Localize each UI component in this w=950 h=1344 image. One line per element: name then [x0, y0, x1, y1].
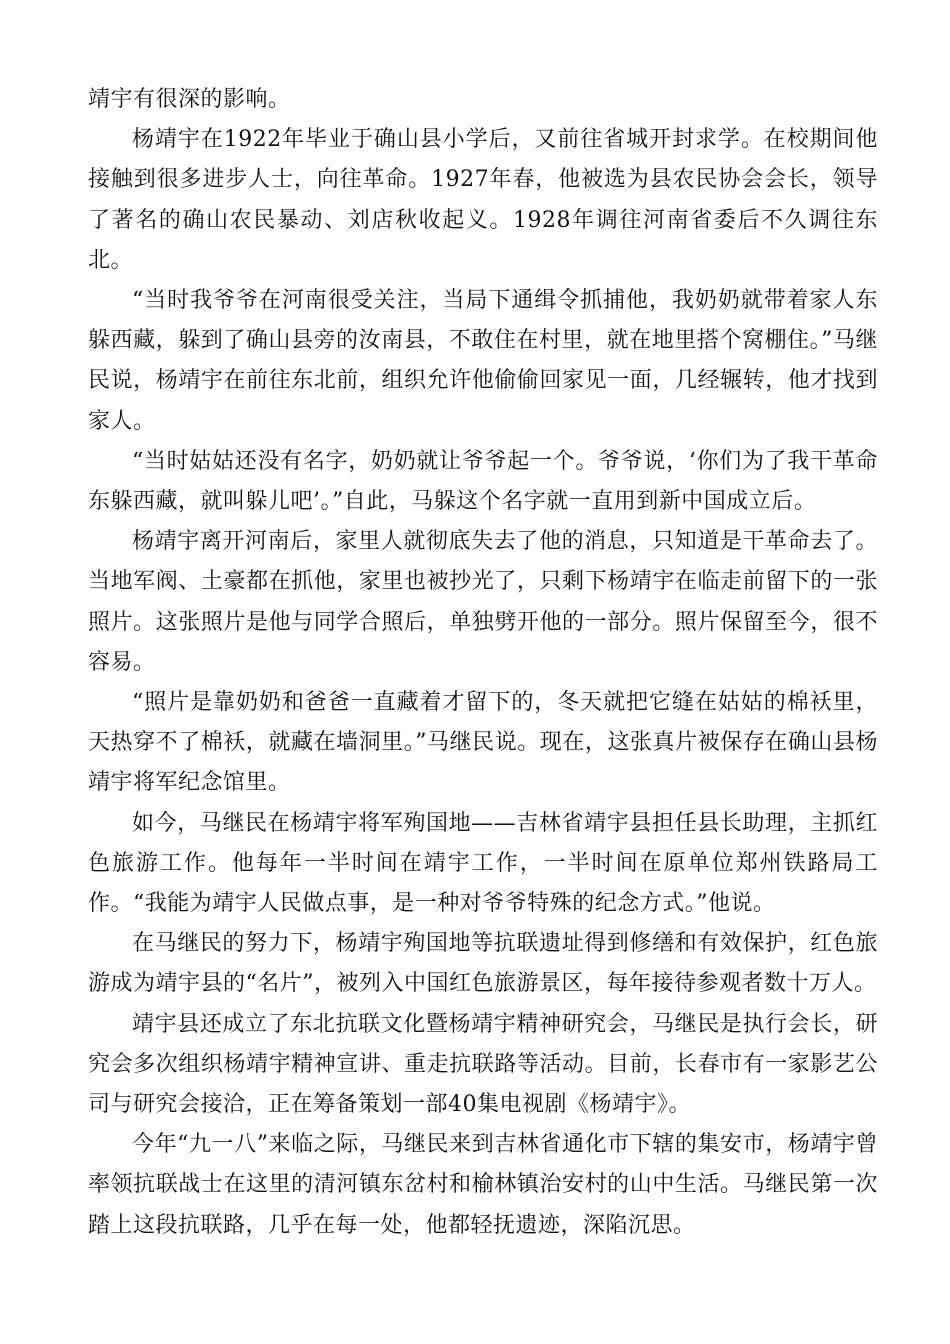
- paragraph: “当时我爷爷在河南很受关注，当局下通缉令抓捕他，我奶奶就带着家人东躲西藏，躲到了确山县旁的汝南县，不敢住在村里，就在地里搭个窝棚住。”马继民说，杨靖宇在前往东北前，组织允许他偷偷回家见一面，几经辗转，他才找到家人。: [88, 288, 878, 434]
- paragraph: “当时姑姑还没有名字，奶奶就让爷爷起一个。爷爷说，‘你们为了我干革命东躲西藏，就叫躲儿吧’。”自此，马躲这个名字就一直用到新中国成立后。: [88, 448, 878, 515]
- paragraph-continuation: 靖宇有很深的影响。: [88, 87, 291, 112]
- article-body: [88, 80, 878, 1246]
- paragraph: 如今，马继民在杨靖宇将军殉国地——吉林省靖宇县担任县长助理，主抓红色旅游工作。他每年一半时间在靖宇工作，一半时间在原单位郑州铁路局工作。“我能为靖宇人民做点事，是一种对爷爷特殊的纪念方式。”他说。: [88, 810, 878, 917]
- paragraph: 在马继民的努力下，杨靖宇殉国地等抗联遗址得到修缮和有效保护，红色旅游成为靖宇县的“名片”，被列入中国红色旅游景区，每年接待参观者数十万人。: [88, 931, 878, 997]
- paragraph: 靖宇县还成立了东北抗联文化暨杨靖宇精神研究会，马继民是执行会长，研究会多次组织杨靖宇精神宣讲、重走抗联路等活动。目前，长春市有一家影艺公司与研究会接洽，正在筹备策划一部40集电视剧《杨靖宇》。: [88, 1011, 878, 1118]
- paragraph: “照片是靠奶奶和爸爸一直藏着才留下的，冬天就把它缝在姑姑的棉袄里，天热穿不了棉袄，就藏在墙洞里。”马继民说。现在，这张真片被保存在确山县杨靖宇将军纪念馆里。: [88, 690, 878, 796]
- paragraph: 今年“九一八”来临之际，马继民来到吉林省通化市下辖的集安市，杨靖宇曾率领抗联战士在这里的清河镇东岔村和榆林镇治安村的山中生活。马继民第一次踏上这段抗联路，几乎在每一处，他都轻抚遗迹，深陷沉思。: [88, 1132, 878, 1238]
- paragraph: 杨靖宇在1922年毕业于确山县小学后，又前往省城开封求学。在校期间他接触到很多进步人士，向往革命。1927年春，他被选为县农民协会会长，领导了著名的确山农民暴动、刘店秋收起义。1928年调往河南省委后不久调往东北。: [88, 127, 878, 273]
- paragraph: 杨靖宇离开河南后，家里人就彻底失去了他的消息，只知道是干革命去了。当地军阀、土豪都在抓他，家里也被抄光了，只剩下杨靖宇在临走前留下的一张照片。这张照片是他与同学合照后，单独劈开他的一部分。照片保留至今，很不容易。: [88, 529, 878, 675]
